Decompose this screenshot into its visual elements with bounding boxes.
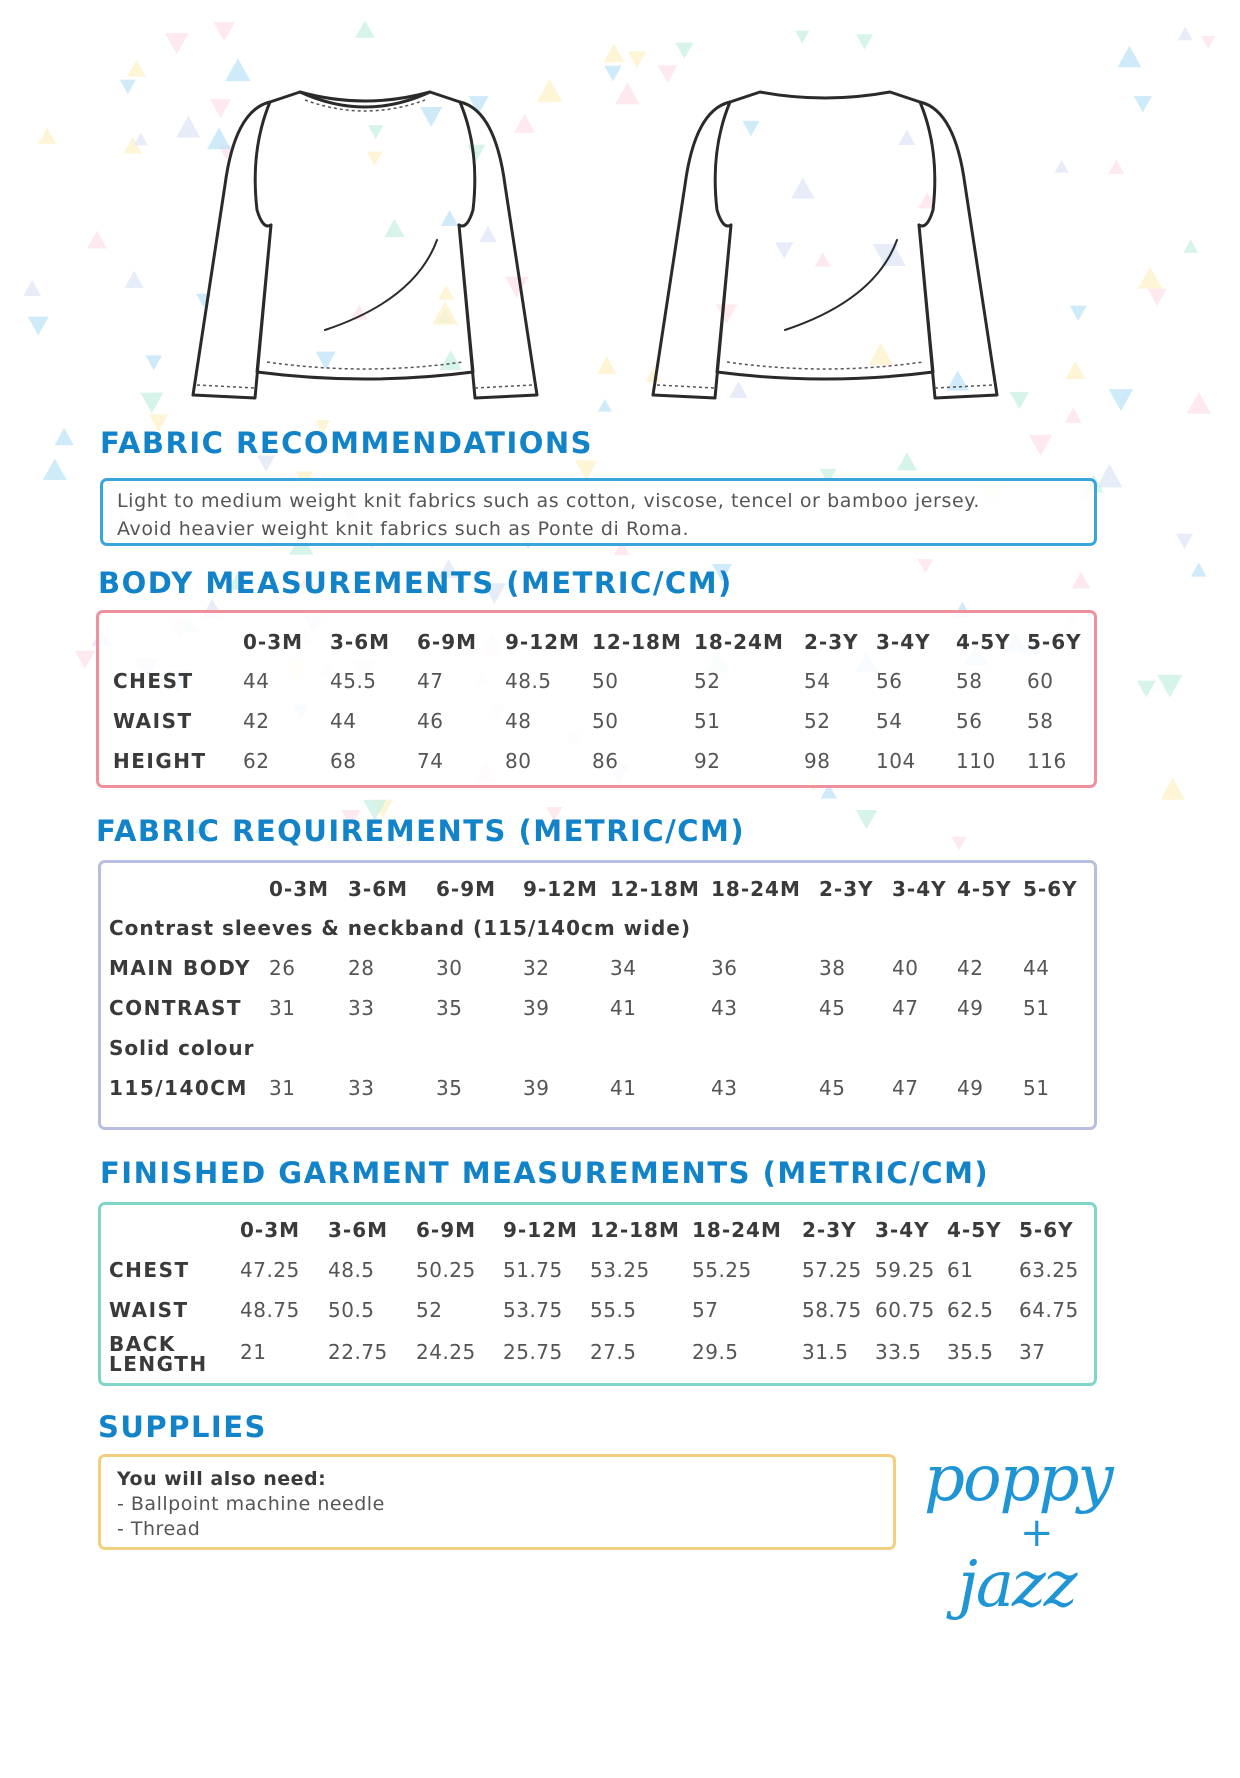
cell: 52 [416, 1298, 443, 1322]
cell: 29.5 [692, 1340, 739, 1364]
cell: 55.5 [590, 1298, 637, 1322]
table-row [109, 1290, 1091, 1330]
contrast-note: Contrast sleeves & neckband (115/140cm wide) [109, 916, 692, 940]
cell: 51 [1023, 1076, 1050, 1100]
table-row [109, 1330, 1091, 1374]
logo-plus: + [1020, 1510, 1054, 1556]
confetti-triangle [1070, 306, 1087, 321]
cell: 43 [711, 996, 738, 1020]
cell: 44 [330, 709, 357, 733]
cell: 46 [417, 709, 444, 733]
cell: 45.5 [330, 669, 377, 693]
table-row [113, 701, 1093, 741]
cell: 60.75 [875, 1298, 935, 1322]
confetti-triangle [1065, 408, 1082, 423]
size-header: 0-3M [243, 629, 304, 654]
confetti-triangle [55, 428, 74, 445]
poppy-jazz-logo [918, 1438, 1158, 1638]
cell: 74 [417, 749, 444, 773]
cell: 86 [592, 749, 619, 773]
body-measurements-heading: BODY MEASUREMENTS (METRIC/CM) [98, 566, 733, 600]
cell: 37 [1019, 1340, 1046, 1364]
cell: 47 [417, 669, 444, 693]
cell: 27.5 [590, 1340, 637, 1364]
supplies-item: - Thread [117, 1518, 201, 1540]
logo-line1: poppy [924, 1442, 1112, 1516]
size-header: 3-6M [348, 876, 409, 901]
cell: 38 [819, 956, 846, 980]
confetti-triangle [28, 317, 49, 336]
cell: 45 [819, 996, 846, 1020]
size-header: 4-5Y [947, 1218, 1002, 1242]
cell: 58.75 [802, 1298, 862, 1322]
supplies-box [98, 1454, 896, 1550]
confetti-triangle [1109, 389, 1133, 411]
size-header: 12-18M [610, 876, 700, 901]
confetti-triangle [1176, 534, 1193, 549]
cell: 59.25 [875, 1258, 935, 1282]
confetti-triangle [1029, 435, 1053, 456]
cell: 47 [892, 1076, 919, 1100]
confetti-triangle [1055, 160, 1069, 173]
confetti-triangle [125, 271, 144, 288]
size-header: 0-3M [240, 1218, 301, 1242]
cell: 43 [711, 1076, 738, 1100]
table-row [113, 741, 1093, 781]
size-header: 5-6Y [1019, 1218, 1074, 1242]
cell: 56 [956, 709, 983, 733]
supplies-item: - Ballpoint machine needle [117, 1493, 385, 1515]
front-shirt-sketch [175, 80, 555, 410]
confetti-triangle [1191, 562, 1207, 576]
confetti-triangle [1147, 289, 1166, 306]
cell: 41 [610, 1076, 637, 1100]
confetti-triangle [604, 66, 621, 82]
fabric-requirements-table [109, 869, 1084, 1108]
cell: 92 [694, 749, 721, 773]
confetti-triangle [675, 43, 693, 59]
cell: 31 [269, 996, 296, 1020]
confetti-triangle [856, 34, 873, 49]
row-label: HEIGHT [113, 749, 207, 773]
size-header: 2-3Y [802, 1218, 857, 1242]
confetti-triangle [628, 51, 647, 68]
cell: 41 [610, 996, 637, 1020]
supplies-title: You will also need: [117, 1468, 327, 1490]
size-header: 5-6Y [1023, 876, 1078, 901]
cell: 62 [243, 749, 270, 773]
confetti-triangle [43, 458, 67, 480]
confetti-triangle [597, 356, 617, 374]
cell: 25.75 [503, 1340, 563, 1364]
cell: 60 [1027, 669, 1054, 693]
cell: 47 [892, 996, 919, 1020]
cell: 48.5 [328, 1258, 375, 1282]
table-row [109, 988, 1084, 1028]
cell: 56 [876, 669, 903, 693]
cell: 53.75 [503, 1298, 563, 1322]
cell: 57.25 [802, 1258, 862, 1282]
cell: 62.5 [947, 1298, 994, 1322]
cell: 21 [240, 1340, 267, 1364]
cell: 39 [523, 1076, 550, 1100]
fabric-line-1: Light to medium weight knit fabrics such as cotton, viscose, tencel or bamboo jersey. [117, 490, 981, 512]
row-label: WAIST [113, 709, 193, 733]
confetti-triangle [145, 355, 162, 370]
confetti-triangle [127, 60, 146, 77]
size-header: 3-4Y [875, 1218, 930, 1242]
cell: 48.75 [240, 1298, 300, 1322]
cell: 50.25 [416, 1258, 476, 1282]
confetti-triangle [355, 20, 374, 37]
confetti-triangle [1187, 392, 1211, 414]
size-header: 9-12M [523, 876, 598, 901]
cell: 31 [269, 1076, 296, 1100]
size-header: 0-3M [269, 876, 330, 901]
cell: 35.5 [947, 1340, 994, 1364]
size-header: 6-9M [416, 1218, 477, 1242]
cell: 22.75 [328, 1340, 388, 1364]
confetti-triangle [1065, 361, 1085, 379]
confetti-triangle [23, 280, 41, 296]
cell: 68 [330, 749, 357, 773]
cell: 58 [956, 669, 983, 693]
cell: 64.75 [1019, 1298, 1079, 1322]
confetti-triangle [598, 399, 612, 412]
size-header: 3-4Y [876, 629, 931, 654]
confetti-triangle [1178, 27, 1193, 41]
cell: 42 [243, 709, 270, 733]
row-label: 115/140CM [109, 1076, 248, 1100]
cell: 47.25 [240, 1258, 300, 1282]
cell: 48.5 [505, 669, 552, 693]
cell: 40 [892, 956, 919, 980]
confetti-triangle [1201, 36, 1215, 49]
cell: 45 [819, 1076, 846, 1100]
cell: 52 [804, 709, 831, 733]
cell: 110 [956, 749, 996, 773]
row-label: CHEST [109, 1258, 190, 1282]
cell: 34 [610, 956, 637, 980]
table-row [109, 1068, 1084, 1108]
row-label: CHEST [113, 669, 194, 693]
size-header: 12-18M [592, 629, 682, 654]
row-label: CONTRAST [109, 996, 242, 1020]
confetti-triangle [918, 559, 934, 573]
confetti-triangle [134, 133, 148, 146]
cell: 30 [436, 956, 463, 980]
confetti-triangle [856, 810, 877, 829]
confetti-triangle [1117, 46, 1141, 68]
cell: 39 [523, 996, 550, 1020]
size-header: 3-4Y [892, 876, 947, 901]
back-shirt-sketch [635, 80, 1015, 410]
size-header: 5-6Y [1027, 629, 1082, 654]
finished-measurements-table [109, 1210, 1091, 1374]
size-header: 6-9M [417, 629, 478, 654]
cell: 104 [876, 749, 916, 773]
size-header: 4-5Y [957, 876, 1012, 901]
size-header: 9-12M [503, 1218, 578, 1242]
confetti-triangle [140, 393, 163, 414]
confetti-triangle [165, 33, 188, 54]
cell: 51 [694, 709, 721, 733]
cell: 52 [694, 669, 721, 693]
cell: 26 [269, 956, 296, 980]
confetti-triangle [75, 651, 95, 669]
confetti-triangle [1157, 675, 1182, 698]
cell: 24.25 [416, 1340, 476, 1364]
cell: 55.25 [692, 1258, 752, 1282]
cell: 54 [876, 709, 903, 733]
cell: 80 [505, 749, 532, 773]
cell: 35 [436, 1076, 463, 1100]
cell: 44 [1023, 956, 1050, 980]
size-header: 2-3Y [804, 629, 859, 654]
cell: 98 [804, 749, 831, 773]
fabric-recommendations-heading: FABRIC RECOMMENDATIONS [100, 426, 594, 460]
cell: 116 [1027, 749, 1067, 773]
confetti-triangle [1134, 96, 1152, 112]
fabric-recommendations-box [100, 478, 1097, 546]
confetti-triangle [120, 80, 136, 95]
cell: 50 [592, 669, 619, 693]
cell: 54 [804, 669, 831, 693]
confetti-triangle [1137, 681, 1156, 698]
cell: 49 [957, 996, 984, 1020]
cell: 28 [348, 956, 375, 980]
confetti-triangle [213, 22, 234, 41]
logo-line2: jazz [958, 1548, 1076, 1622]
size-header: 12-18M [590, 1218, 680, 1242]
confetti-triangle [603, 44, 624, 63]
cell: 48 [505, 709, 532, 733]
confetti-triangle [87, 231, 107, 249]
confetti-triangle [225, 58, 250, 81]
solid-note: Solid colour [109, 1036, 255, 1060]
cell: 33.5 [875, 1340, 922, 1364]
size-header: 18-24M [711, 876, 801, 901]
confetti-triangle [1096, 464, 1122, 487]
cell: 31.5 [802, 1340, 849, 1364]
fabric-requirements-heading: FABRIC REQUIREMENTS (METRIC/CM) [96, 814, 746, 848]
size-header: 6-9M [436, 876, 497, 901]
size-header: 18-24M [694, 629, 784, 654]
confetti-triangle [795, 31, 809, 44]
cell: 63.25 [1019, 1258, 1079, 1282]
cell: 50 [592, 709, 619, 733]
size-header: 3-6M [330, 629, 391, 654]
row-label: MAIN BODY [109, 956, 251, 980]
table-row [109, 948, 1084, 988]
confetti-triangle [1183, 240, 1198, 253]
confetti-triangle [1161, 778, 1185, 800]
size-header: 2-3Y [819, 876, 874, 901]
cell: 36 [711, 956, 738, 980]
confetti-triangle [1108, 159, 1124, 174]
cell: 49 [957, 1076, 984, 1100]
cell: 51 [1023, 996, 1050, 1020]
cell: 33 [348, 996, 375, 1020]
fabric-line-2: Avoid heavier weight knit fabrics such as Ponte di Roma. [117, 518, 690, 540]
cell: 32 [523, 956, 550, 980]
row-label: BACK LENGTH [109, 1332, 208, 1376]
confetti-triangle [1138, 267, 1163, 289]
confetti-triangle [38, 128, 56, 144]
table-row [109, 1250, 1091, 1290]
size-header: 9-12M [505, 629, 580, 654]
row-label: WAIST [109, 1298, 189, 1322]
cell: 57 [692, 1298, 719, 1322]
confetti-triangle [897, 452, 917, 470]
cell: 53.25 [590, 1258, 650, 1282]
cell: 42 [957, 956, 984, 980]
cell: 61 [947, 1258, 974, 1282]
table-row [113, 661, 1093, 701]
cell: 58 [1027, 709, 1054, 733]
finished-measurements-heading: FINISHED GARMENT MEASUREMENTS (METRIC/CM) [100, 1156, 990, 1190]
size-header: 18-24M [692, 1218, 782, 1242]
size-header: 3-6M [328, 1218, 389, 1242]
body-measurements-table [113, 622, 1093, 781]
size-header: 4-5Y [956, 629, 1011, 654]
cell: 50.5 [328, 1298, 375, 1322]
cell: 51.75 [503, 1258, 563, 1282]
confetti-triangle [1072, 572, 1090, 588]
cell: 35 [436, 996, 463, 1020]
cell: 44 [243, 669, 270, 693]
confetti-triangle [951, 837, 966, 851]
supplies-heading: SUPPLIES [98, 1410, 267, 1444]
cell: 33 [348, 1076, 375, 1100]
